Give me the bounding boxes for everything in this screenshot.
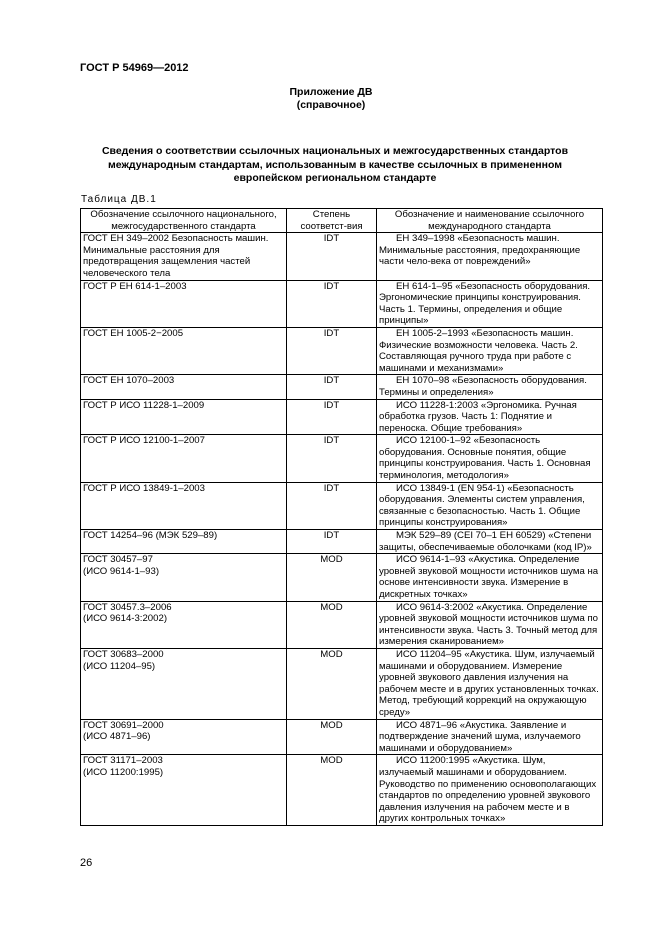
- table-row: [81, 755, 603, 826]
- national-standard-line: ГОСТ 30457–97: [83, 554, 153, 566]
- cell-national-standard: [81, 375, 287, 399]
- national-standard-line: (ИСО 9614-1–93): [83, 565, 160, 577]
- cell-degree: IDT: [287, 327, 377, 374]
- table-row: [81, 530, 603, 554]
- table-row: [81, 375, 603, 399]
- cell-international-standard: ИСО 11200:1995 «Акустика. Шум, излучаемый машинами и оборудованием. Руководство по применению основополагающих стандартов по определению уровней звукового давления излучения на рабочем месте и в других контрольных точках»: [377, 755, 603, 826]
- table-header-row: [81, 209, 603, 233]
- cell-degree: MOD: [287, 648, 377, 719]
- national-standard-line: ГОСТ 30457.3–2006: [83, 601, 172, 613]
- table-row: [81, 327, 603, 374]
- national-standard-line: (ИСО 4871–96): [83, 731, 151, 743]
- national-standard-line: ГОСТ 30691–2000: [83, 719, 164, 731]
- cell-national-standard: [81, 327, 287, 374]
- table-row: [81, 601, 603, 648]
- cell-international-standard: ИСО 9614-1–93 «Акустика. Определение уровней звуковой мощности источников шума на основе интенсивности звука. Измерение в дискретных точках»: [377, 554, 603, 601]
- cell-national-standard: [81, 648, 287, 719]
- cell-international-standard: МЭК 529–89 (CEI 70–1 ЕН 60529) «Степени защиты, обеспечиваемые оболочками (код IP)»: [377, 530, 603, 554]
- cell-national-standard: [81, 280, 287, 327]
- table-row: [81, 554, 603, 601]
- standard-code: ГОСТ Р 54969—2012: [80, 62, 189, 74]
- appendix-caption: Сведения о соответствии ссылочных национальных и межгосударственных стандартов международным стандартам, использованным в качестве ссылочных в примененном европейском региональном стандарте: [101, 145, 569, 184]
- national-standard-line: ГОСТ Р ИСО 11228-1–2009: [83, 399, 205, 411]
- cell-national-standard: [81, 601, 287, 648]
- cell-international-standard: ЕН 349–1998 «Безопасность машин. Минимальные расстояния, предохраняющие части чело-века от повреждений»: [377, 233, 603, 280]
- cell-international-standard: ЕН 1005-2–1993 «Безопасность машин. Физические возможности человека. Часть 2. Составляющая ручного труда при работе с машинами и механизмами»: [377, 327, 603, 374]
- cell-international-standard: ИСО 13849-1 (EN 954-1) «Безопасность оборудования. Элементы систем управления, связанные с безопасностью. Часть 1. Общие принципы конструирования»: [377, 482, 603, 529]
- table-title: Таблица ДВ.1: [81, 194, 157, 205]
- cell-degree: IDT: [287, 435, 377, 482]
- table-body: [81, 233, 603, 826]
- cell-national-standard: [81, 755, 287, 826]
- cell-national-standard: [81, 233, 287, 280]
- appendix-subtitle: (справочное): [296, 99, 366, 111]
- cell-national-standard: [81, 719, 287, 755]
- table-row: [81, 648, 603, 719]
- national-standard-line: ГОСТ Р ИСО 13849-1–2003: [83, 482, 205, 494]
- cell-international-standard: ИСО 11204–95 «Акустика. Шум, излучаемый машинами и оборудованием. Измерение уровней звукового давления излучения на рабочем месте и в других установленных точках. Метод, требующий коррекций на окружающую среду»: [377, 648, 603, 719]
- header-degree: Степень соответст-вия: [287, 209, 377, 233]
- table-row: [81, 482, 603, 529]
- cell-international-standard: ЕН 614-1–95 «Безопасность оборудования. Эргономические принципы конструирования. Часть 1. Термины, определения и общие принципы»: [377, 280, 603, 327]
- national-standard-line: (ИСО 9614-3:2002): [83, 613, 168, 625]
- cell-international-standard: ИСО 4871–96 «Акустика. Заявление и подтверждение значений шума, излучаемого машинами и оборудованием»: [377, 719, 603, 755]
- national-standard-line: ГОСТ Р ИСО 12100-1–2007: [83, 435, 205, 447]
- national-standard-line: ГОСТ 31171–2003: [83, 755, 163, 767]
- cell-degree: IDT: [287, 233, 377, 280]
- table-row: [81, 280, 603, 327]
- cell-national-standard: [81, 482, 287, 529]
- national-standard-line: ГОСТ ЕН 349–2002 Безопасность машин. Минимальные расстояния для предотвращения защемления частей человеческого тела: [83, 233, 269, 279]
- national-standard-line: ГОСТ 14254–96 (МЭК 529–89): [83, 530, 218, 542]
- correspondence-table: [80, 208, 603, 826]
- cell-degree: IDT: [287, 375, 377, 399]
- header-national-standard: Обозначение ссылочного национального, межгосударственного стандарта: [81, 209, 287, 233]
- table-row: [81, 719, 603, 755]
- cell-degree: MOD: [287, 719, 377, 755]
- national-standard-line: (ИСО 11200:1995): [83, 766, 164, 778]
- page-number: 26: [80, 857, 93, 869]
- cell-degree: IDT: [287, 280, 377, 327]
- table-row: [81, 233, 603, 280]
- cell-national-standard: [81, 435, 287, 482]
- cell-national-standard: [81, 554, 287, 601]
- national-standard-line: ГОСТ ЕН 1070–2003: [83, 375, 175, 387]
- cell-degree: MOD: [287, 554, 377, 601]
- cell-international-standard: ЕН 1070–98 «Безопасность оборудования. Термины и определения»: [377, 375, 603, 399]
- table-row: [81, 435, 603, 482]
- cell-national-standard: [81, 530, 287, 554]
- cell-degree: IDT: [287, 482, 377, 529]
- cell-degree: IDT: [287, 399, 377, 435]
- national-standard-line: (ИСО 11204–95): [83, 660, 156, 672]
- cell-international-standard: ИСО 9614-3:2002 «Акустика. Определение уровней звуковой мощности источников шума по интенсивности звука. Часть 3. Точный метод для измерения сканированием»: [377, 601, 603, 648]
- national-standard-line: ГОСТ ЕН 1005-2−2005: [83, 327, 184, 339]
- cell-international-standard: ИСО 11228-1:2003 «Эргономика. Ручная обработка грузов. Часть 1: Поднятие и переноска. Общие требования»: [377, 399, 603, 435]
- national-standard-line: ГОСТ Р ЕН 614-1–2003: [83, 280, 187, 292]
- header-international-standard: Обозначение и наименование ссылочного международного стандарта: [377, 209, 603, 233]
- cell-international-standard: ИСО 12100-1–92 «Безопасность оборудования. Основные понятия, общие принципы конструирования. Часть 1. Основная терминология, методология»: [377, 435, 603, 482]
- appendix-title: Приложение ДВ: [289, 86, 373, 98]
- cell-national-standard: [81, 399, 287, 435]
- cell-degree: MOD: [287, 601, 377, 648]
- national-standard-line: ГОСТ 30683–2000: [83, 648, 164, 660]
- cell-degree: IDT: [287, 530, 377, 554]
- cell-degree: MOD: [287, 755, 377, 826]
- table-row: [81, 399, 603, 435]
